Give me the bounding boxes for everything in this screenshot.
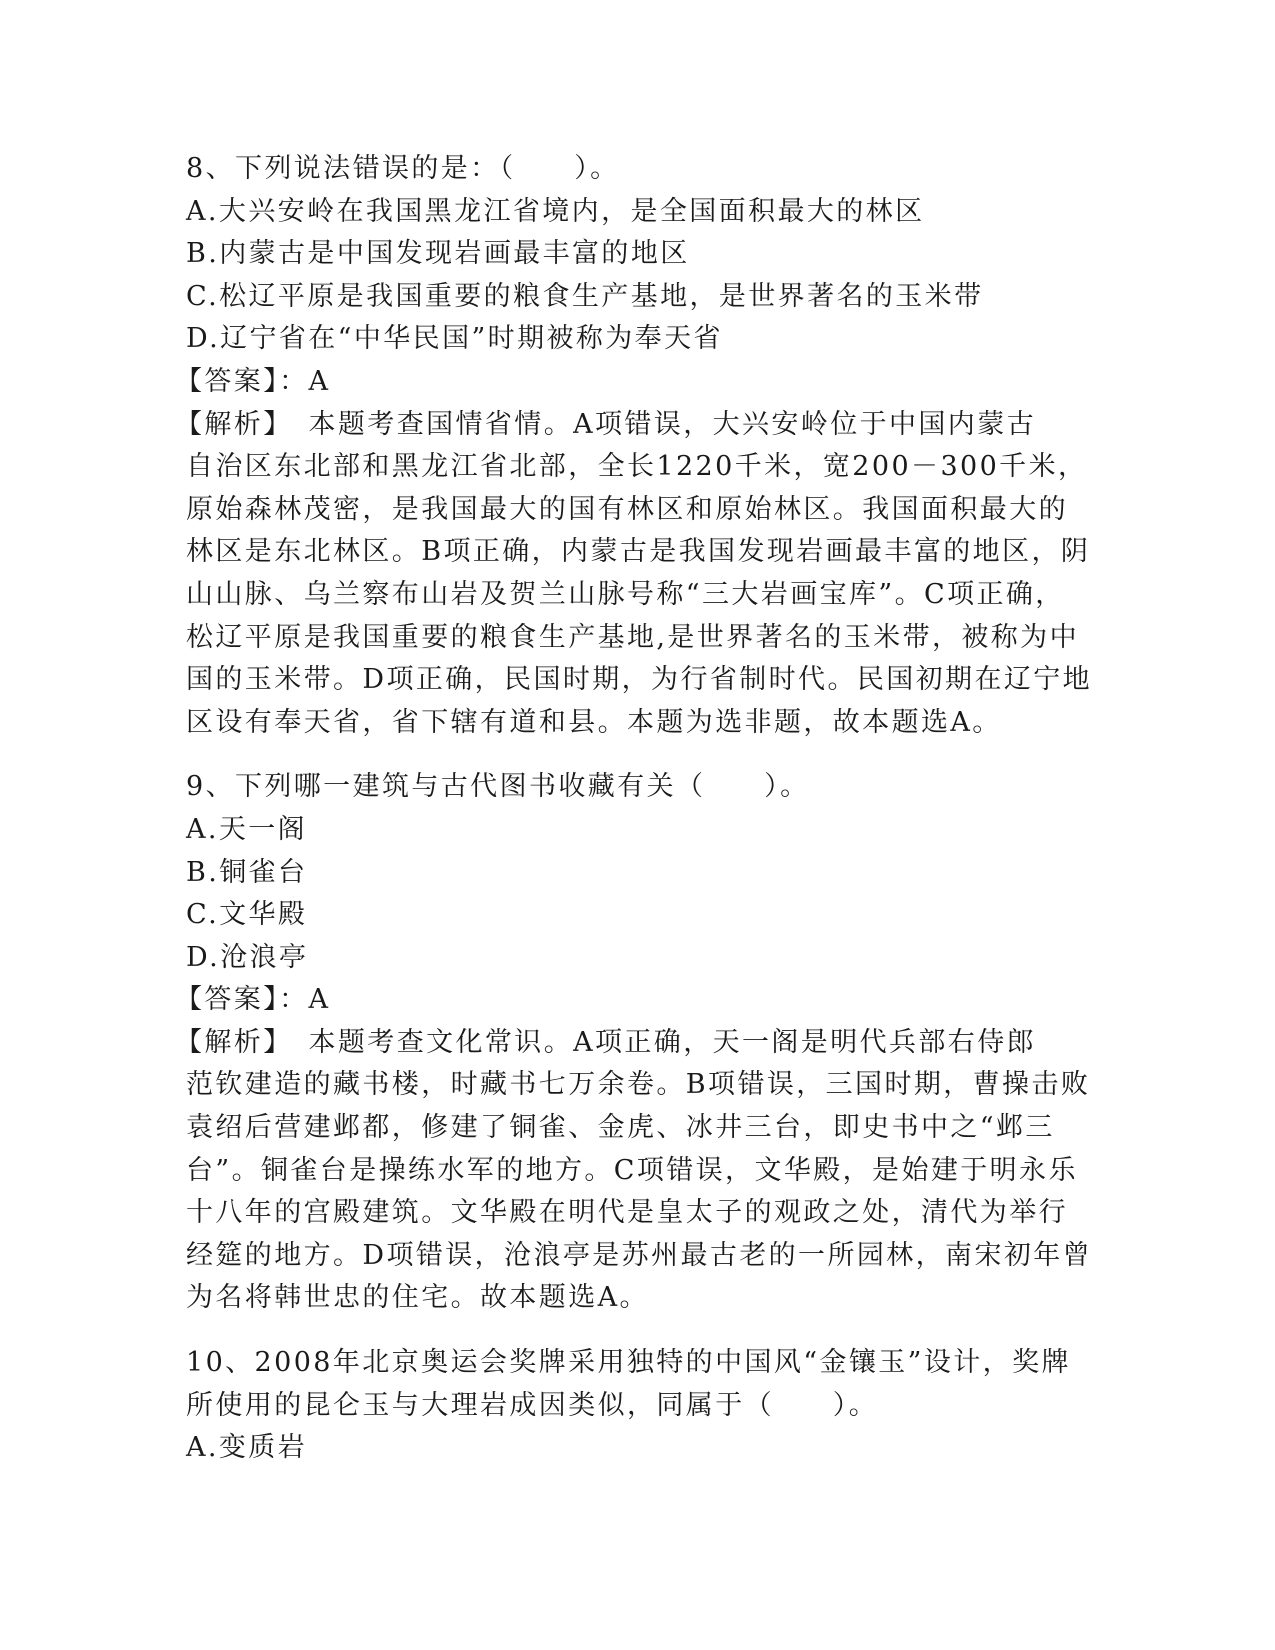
question-8 bbox=[175, 148, 1093, 744]
question-9 bbox=[175, 766, 1093, 1320]
option-b: B.内蒙古是中国发现岩画最丰富的地区 bbox=[186, 238, 690, 270]
analysis-line: 台”。铜雀台是操练水军的地方。C项错误，文华殿，是始建于明永乐 bbox=[186, 1154, 1078, 1186]
option-c: C.文华殿 bbox=[186, 899, 308, 931]
analysis-line: 国的玉米带。D项正确，民国时期，为行省制时代。民国初期在辽宁地 bbox=[186, 664, 1093, 696]
question-stem: 所使用的昆仑玉与大理岩成因类似，同属于（ ）。 bbox=[186, 1389, 879, 1421]
question-stem: 8、下列说法错误的是：（ ）。 bbox=[186, 153, 620, 184]
analysis-line: 山山脉、乌兰察布山岩及贺兰山脉号称“三大岩画宝库”。C项正确， bbox=[186, 578, 1065, 610]
answer-line: 【答案】：A bbox=[175, 984, 331, 1016]
analysis-line: 松辽平原是我国重要的粮食生产基地,是世界著名的玉米带，被称为中 bbox=[186, 621, 1079, 653]
question-10 bbox=[186, 1342, 1086, 1470]
spacer bbox=[186, 1320, 1086, 1342]
option-d: D.沧浪亭 bbox=[186, 941, 309, 973]
analysis-line: 范钦建造的藏书楼，时藏书七万余卷。B项错误，三国时期，曹操击败 bbox=[186, 1069, 1091, 1101]
option-a: A.天一阁 bbox=[186, 813, 308, 845]
analysis-line: 袁绍后营建邺都，修建了铜雀、金虎、冰井三台，即史书中之“邺三 bbox=[186, 1112, 1055, 1144]
question-stem: 10、2008年北京奥运会奖牌采用独特的中国风“金镶玉”设计，奖牌 bbox=[186, 1347, 1071, 1379]
analysis-line: 【解析】 本题考查文化常识。A项正确，天一阁是明代兵部右侍郎 bbox=[175, 1026, 1036, 1058]
analysis-line: 自治区东北部和黑龙江省北部，全长1220千米，宽200－300千米， bbox=[186, 451, 1088, 483]
option-b: B.铜雀台 bbox=[186, 856, 308, 888]
analysis-line: 原始森林茂密，是我国最大的国有林区和原始林区。我国面积最大的 bbox=[186, 493, 1068, 525]
analysis-line: 为名将韩世忠的住宅。故本题选A。 bbox=[186, 1282, 649, 1314]
analysis-line: 【解析】 本题考查国情省情。A项错误，大兴安岭位于中国内蒙古 bbox=[175, 408, 1036, 440]
option-a: A.变质岩 bbox=[186, 1432, 308, 1464]
question-stem: 9、下列哪一建筑与古代图书收藏有关（ ）。 bbox=[186, 771, 810, 803]
answer-line: 【答案】：A bbox=[175, 365, 331, 397]
analysis-line: 十八年的宫殿建筑。文华殿在明代是皇太子的观政之处，清代为举行 bbox=[186, 1197, 1068, 1229]
option-c: C.松辽平原是我国重要的粮食生产基地，是世界著名的玉米带 bbox=[186, 280, 984, 312]
document-page bbox=[175, 148, 1093, 1470]
analysis-line: 林区是东北林区。B项正确，内蒙古是我国发现岩画最丰富的地区，阴 bbox=[186, 536, 1091, 568]
analysis-line: 区设有奉天省，省下辖有道和县。本题为选非题，故本题选A。 bbox=[186, 706, 1002, 738]
option-a: A.大兴安岭在我国黑龙江省境内，是全国面积最大的林区 bbox=[186, 195, 925, 227]
option-d: D.辽宁省在“中华民国”时期被称为奉天省 bbox=[186, 323, 723, 355]
spacer bbox=[186, 744, 1086, 766]
analysis-line: 经筵的地方。D项错误，沧浪亭是苏州最古老的一所园林，南宋初年曾 bbox=[186, 1239, 1093, 1271]
